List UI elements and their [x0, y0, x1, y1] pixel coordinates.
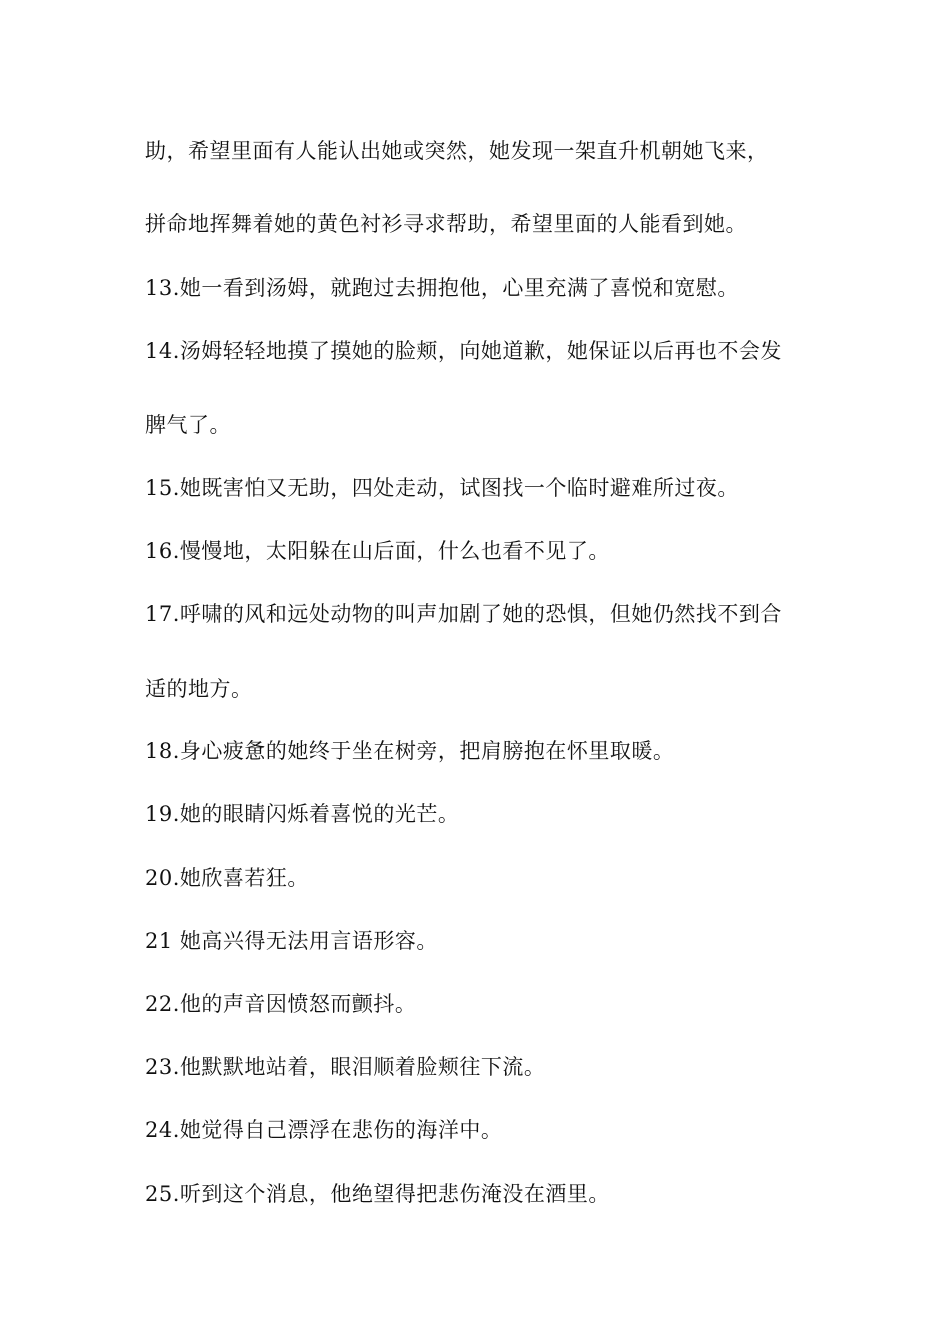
text-line: 24.她觉得自己漂浮在悲伤的海洋中。 — [145, 1118, 503, 1142]
text-line: 13.她一看到汤姆，就跑过去拥抱他，心里充满了喜悦和宽慰。 — [145, 276, 739, 300]
text-line: 16.慢慢地，太阳躲在山后面，什么也看不见了。 — [145, 539, 610, 563]
text-line: 18.身心疲惫的她终于坐在树旁，把肩膀抱在怀里取暖。 — [145, 739, 675, 763]
text-line: 拼命地挥舞着她的黄色衬衫寻求帮助，希望里面的人能看到她。 — [145, 212, 747, 236]
text-line: 22.他的声音因愤怒而颤抖。 — [145, 992, 417, 1016]
text-line: 23.他默默地站着，眼泪顺着脸颊往下流。 — [145, 1055, 546, 1079]
text-line: 助，希望里面有人能认出她或突然，她发现一架直升机朝她飞来， — [145, 139, 769, 163]
text-line: 21 她高兴得无法用言语形容。 — [145, 929, 438, 953]
text-line: 适的地方。 — [145, 677, 253, 701]
text-line: 19.她的眼睛闪烁着喜悦的光芒。 — [145, 802, 460, 826]
text-line: 17.呼啸的风和远处动物的叫声加剧了她的恐惧，但她仍然找不到合 — [145, 602, 782, 626]
text-line: 脾气了。 — [145, 413, 231, 437]
text-line: 20.她欣喜若狂。 — [145, 866, 309, 890]
text-line: 25.听到这个消息，他绝望得把悲伤淹没在酒里。 — [145, 1182, 610, 1206]
text-line: 14.汤姆轻轻地摸了摸她的脸颊，向她道歉，她保证以后再也不会发 — [145, 339, 782, 363]
text-line: 15.她既害怕又无助，四处走动，试图找一个临时避难所过夜。 — [145, 476, 739, 500]
